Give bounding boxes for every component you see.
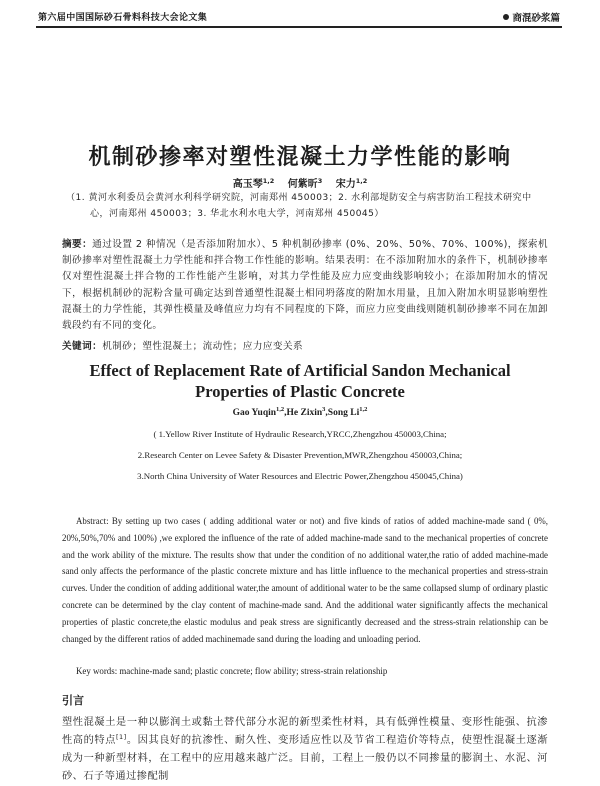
affiliation-en: 3.North China University of Water Resources and Electric Power,Zhengzhou 450045,China) [137, 471, 463, 481]
abstract-cn [62, 237, 548, 334]
authors-cn [0, 175, 600, 190]
title-en-line: Effect of Replacement Rate of Artificial Sandon Mechanical [89, 361, 511, 380]
author-affiliation-mark: 1,2 [276, 406, 285, 413]
affiliations-cn: （1. 黄河水利委员会黄河水利科学研究院，河南郑州 450003；2. 水利部堤防安全与病害防治工程技术研究中心，河南郑州 450003；3. 华北水利水电大学，河南郑州 450045） [66, 193, 532, 219]
abstract-text-en: By setting up two cases ( adding additional water or not) and five kinds of ratios of added machine-made sand ( 0%, 20%,50%,70% and 100%) ,we explored the influence of the rate of added machine-made sand to the mechanical properties of concrete and the work ability of the mixture. The results show that under the condition of no additional water,the ratio of added machine-made sand only affects the performance of the plastic concrete mixture and has little influence to the mechanical properties and stress-strain curves. Under the condition of adding additional water,the amount of additional water to be the same collapsed slump of ordinary plastic concrete can be determined by the clay content of machine-made sand. And the additional water significantly affects the mechanical properties of plastic concrete,the elastic modulus and peak stress are significantly decreased and the stress-strain relationship can be changed by the different ratios of added machinemade sand during the loading and unloading period. [62, 516, 549, 644]
author-affiliation-mark: 1,2 [262, 177, 275, 185]
keywords-label-en: Key words: [76, 666, 118, 676]
affiliation-en: ( 1.Yellow River Institute of Hydraulic Research,YRCC,Zhengzhou 450003,China; [153, 429, 447, 439]
running-header [36, 6, 562, 28]
keywords-label-cn: 关键词： [62, 341, 103, 352]
author-affiliation-mark: 1,2 [359, 406, 368, 413]
author [233, 179, 275, 190]
abstract-text-cn: 通过设置 2 种情况（是否添加附加水）、5 种机制砂掺率 (0%、20%、50%、70%、100%)，探索机制砂掺率对塑性混凝土力学性能和拌合物工作性能的影响。结果表明：在不添加附加水的条件下，机制砂掺率仅对塑性混凝土拌合物的工作性能产生影响，对其力学性能及应力应变曲线影响较小；在添加附加水的情况下，根据机制砂的泥粉含量可确定达到普通塑性混凝土相同坍落度的附加水用量，且加入附加水明显影响塑性混凝土的力学性能，其弹性模量及峰值应力均有不同程度的下降，而应力应变曲线则随机制砂掺率不同在加卸载段约有不同的变化。 [62, 239, 548, 332]
section-heading-introduction: 引言 [62, 694, 84, 707]
author [336, 179, 368, 190]
author-name: Song Li [327, 408, 360, 418]
intro-text: 塑性混凝土是一种以膨润土或黏土替代部分水泥的新型柔性材料，具有低弹性模量、变形性能强、抗渗性高的特点 [62, 717, 548, 746]
author-affiliation-mark: 3 [322, 406, 326, 413]
keywords-en [76, 664, 548, 678]
keywords-text-cn: 机制砂；塑性混凝土；流动性；应力应变关系 [102, 341, 304, 352]
intro-text: 。因其良好的抗渗性、耐久性、变形适应性以及节省工程造价等特点，使塑性混凝土逐渐成为一种新型材料，在工程中的应用越来越广泛。目前，工程上一般仍以不同掺量的膨润土、水泥、河砂、石子等通过掺配制 [62, 735, 549, 782]
author-separator: , [325, 408, 328, 418]
author [288, 179, 323, 190]
authors-en [0, 408, 600, 418]
author-name: 高玉琴 [232, 179, 263, 190]
author-affiliation-mark: 3 [317, 177, 323, 185]
proceedings-title: 第六届中国国际砂石骨料科技大会论文集 [38, 13, 208, 23]
author-name: 宋力 [335, 179, 356, 190]
author-name: 何紫昕 [287, 179, 318, 190]
keywords-text-en: machine-made sand; plastic concrete; flow ability; stress-strain relationship [119, 666, 388, 676]
citation-ref: [1] [116, 733, 127, 741]
section-tag [503, 10, 560, 24]
abstract-label-en: Abstract: [76, 516, 109, 526]
title-en-line: Properties of Plastic Concrete [195, 382, 405, 401]
introduction-paragraph [62, 714, 549, 782]
author-separator: , [284, 408, 287, 418]
paper-title-cn: 机制砂掺率对塑性混凝土力学性能的影响 [88, 145, 512, 170]
abstract-label-cn: 摘要： [62, 239, 93, 250]
author-name: He Zixin [286, 408, 323, 418]
paper-title-en [0, 360, 600, 402]
abstract-en [62, 513, 548, 647]
keywords-cn [62, 340, 548, 354]
author-name: Gao Yuqin [232, 408, 277, 418]
bullet-icon [503, 14, 509, 20]
author-affiliation-mark: 1,2 [355, 177, 368, 185]
affiliation-en: 2.Research Center on Levee Safety & Disaster Prevention,MWR,Zhengzhou 450003,China; [137, 450, 463, 460]
section-tag-label: 商混砂浆篇 [512, 13, 560, 24]
